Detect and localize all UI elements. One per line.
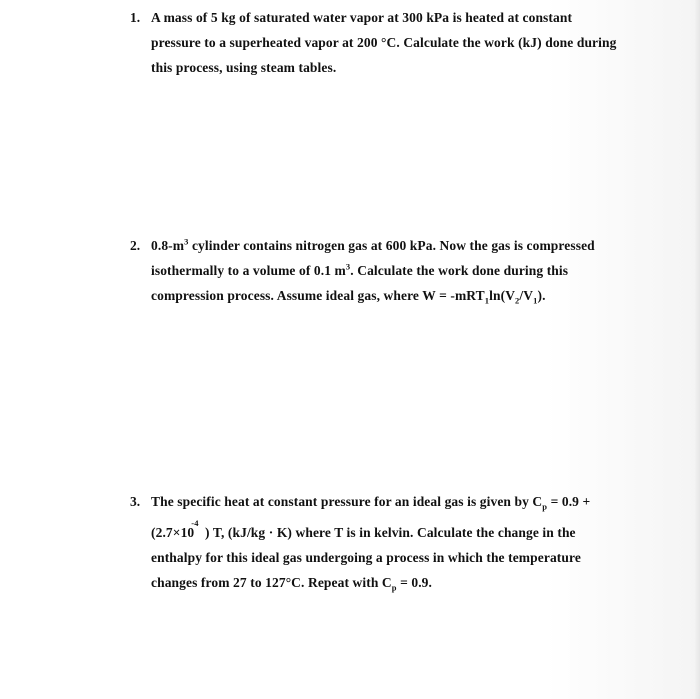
problem-text-line: pressure to a superheated vapor at 200 °C. Calculate the work (kJ) done during (151, 35, 617, 50)
problem-number: 2. (130, 238, 141, 253)
problem-text-line: this process, using steam tables. (151, 60, 337, 75)
problem-text-line: $0.8-m^3$ cylinder contains nitrogen gas at 600 kPa. Now the gas is compressed (151, 236, 595, 253)
subscript: 2 (515, 295, 520, 306)
problem-text-line: compression process. Assume ideal gas, where $W = -mRT_1\ln(V_2/V_1)$. (151, 288, 546, 306)
exponent: -4 (191, 518, 199, 528)
superscript: 3 (184, 236, 189, 247)
problem-text-line: ($2.7\times 10^{-4}$ ) T, (kJ/kg · K) where T is in kelvin. Calculate the change in the (151, 518, 576, 540)
problem-number: 1. (130, 10, 141, 25)
problem-number: 3. (130, 494, 141, 509)
superscript: 3 (345, 261, 351, 272)
problem-text-line: enthalpy for this ideal gas undergoing a process in which the temperature (151, 550, 581, 565)
problem-text-line: changes from 27 to 127°C. Repeat with $C_p = 0.9$. (151, 575, 433, 593)
problem-text-line: isothermally to a volume of 0.1 $m^3$. Calculate the work done during this (151, 261, 569, 278)
problem-text-line: The specific heat at constant pressure for an ideal gas is given by $C_p = 0.9$ + (151, 494, 591, 512)
problem-text-line: A mass of 5 kg of saturated water vapor at 300 kPa is heated at constant (151, 10, 573, 25)
subscript: 1 (484, 295, 490, 306)
page-edge-shadow (694, 0, 700, 699)
subscript: p (542, 501, 548, 512)
subscript: 1 (533, 295, 538, 306)
subscript: p (391, 582, 397, 593)
